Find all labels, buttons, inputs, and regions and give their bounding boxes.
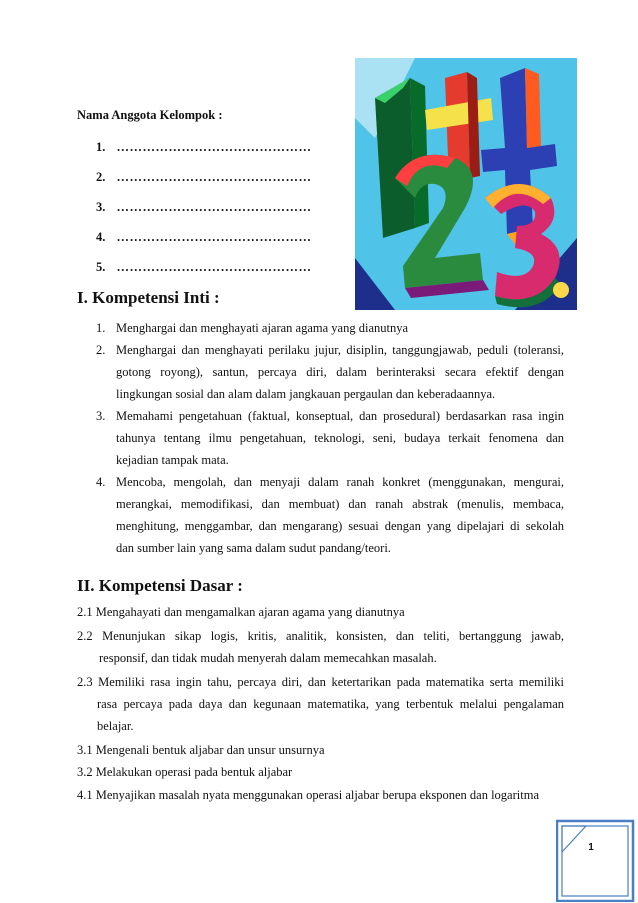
item-line: merangkai, memodifikasi, dan membuat) dan ranah abstrak (menulis, membaca, [116,497,564,511]
list-item [77,671,564,737]
member-number: 3. [96,200,106,214]
list-item [77,601,564,623]
member-blank: ……………………………………… [116,140,312,154]
item-number: 2. [96,343,106,357]
member-row [96,140,356,170]
item-line: 2.3 Memiliki rasa ingin tahu, percaya diri, dan ketertarikan pada matematika serta memiliki [77,675,564,689]
item-number: 3. [96,409,106,423]
item-line: belajar. [97,719,134,733]
member-number: 5. [96,260,106,274]
member-blank: ……………………………………… [116,230,312,244]
item-line: 4.1 Menyajikan masalah nyata menggunakan operasi aljabar berupa eksponen dan logaritma [77,788,539,802]
list-item [77,761,564,783]
page-number-box [556,818,636,902]
list-item [96,405,564,471]
member-row [96,230,356,260]
member-blank: ……………………………………… [116,170,312,184]
item-line: Menghargai dan menghayati ajaran agama yang dianutnya [116,321,409,335]
list-item [96,471,564,559]
item-line: rasa percaya pada daya dan kegunaan matematika, yang terbentuk melalui pengalaman [97,697,564,711]
item-line: kejadian tampak mata. [116,453,229,467]
member-row [96,170,356,200]
item-line: tahunya tentang ilmu pengetahuan, teknologi, seni, budaya terkait fenomena dan [116,431,564,445]
item-number: 4. [96,475,106,489]
item-line: 3.1 Mengenali bentuk aljabar dan unsur unsurnya [77,743,325,757]
member-number: 2. [96,170,106,184]
item-line: responsif, dan tidak mudah menyerah dalam memecahkan masalah. [99,651,437,665]
item-line: dan sumber lain yang sama dalam sudut pandang/teori. [116,541,391,555]
item-number: 1. [96,321,106,335]
item-line: Mencoba, mengolah, dan menyaji dalam ranah konkret (menggunakan, mengurai, [116,475,564,489]
list-item [96,339,564,405]
member-number: 4. [96,230,106,244]
member-blank: ……………………………………… [116,200,312,214]
member-blank: ……………………………………… [116,260,312,274]
item-line: Memahami pengetahuan (faktual, konseptual, dan prosedural) berdasarkan rasa ingin [116,409,564,423]
group-members-title: Nama Anggota Kelompok : [77,108,223,122]
list-item [96,317,564,339]
list-item [77,625,564,669]
item-line: menghitung, menggambar, dan mengarang) sesuai dengan yang dipelajari di sekolah [116,519,564,533]
kompetensi-inti-heading: I. Kompetensi Inti : [77,288,220,307]
page-number: 1 [588,842,594,853]
list-item [77,739,564,761]
kompetensi-dasar-heading: II. Kompetensi Dasar : [77,576,243,595]
item-line: 2.2 Menunjukan sikap logis, kritis, analitik, konsisten, dan teliti, bertanggung jawab, [77,629,564,643]
item-line: 2.1 Mengahayati dan mengamalkan ajaran agama yang dianutnya [77,605,405,619]
member-row [96,260,356,290]
item-line: gotong royong), santun, percaya diri, dalam berinteraksi secara efektif dengan [116,365,564,379]
item-line: Menghargai dan menghayati perilaku jujur, disiplin, tanggungjawab, peduli (toleransi, [116,343,564,357]
item-line: lingkungan sosial dan alam dalam jangkauan pergaulan dan keberadaannya. [116,387,496,401]
item-line: 3.2 Melakukan operasi pada bentuk aljabar [77,765,293,779]
list-item [77,784,564,806]
member-list [96,140,356,290]
numbers-clipart-icon [355,58,577,310]
member-number: 1. [96,140,106,154]
member-row [96,200,356,230]
ki-list [96,317,564,559]
kd-list [77,601,564,806]
